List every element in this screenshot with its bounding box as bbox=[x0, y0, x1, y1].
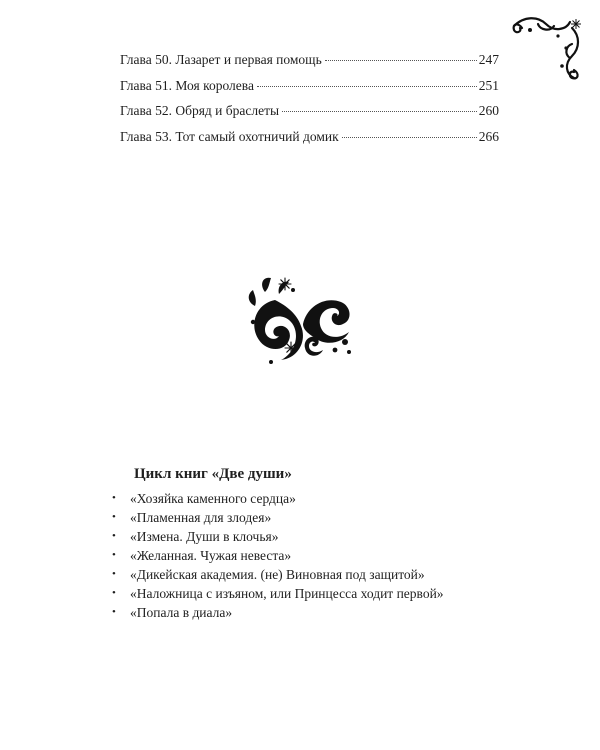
book-title: «Попала в диала» bbox=[130, 605, 233, 620]
book-series-section bbox=[112, 464, 512, 622]
table-of-contents bbox=[120, 47, 499, 149]
toc-entry[interactable] bbox=[120, 47, 499, 73]
toc-entry[interactable] bbox=[120, 124, 499, 150]
book-list-item bbox=[112, 546, 512, 565]
book-title: «Измена. Души в клочья» bbox=[130, 529, 279, 544]
bullet-icon: • bbox=[112, 511, 116, 523]
corner-swirl-ornament-icon bbox=[510, 14, 586, 82]
book-title: «Дикейская академия. (не) Виновная под защитой» bbox=[130, 567, 425, 582]
toc-leader-dots bbox=[325, 60, 477, 61]
book-list-item bbox=[112, 603, 512, 622]
book-list bbox=[112, 489, 512, 622]
book-title: «Пламенная для злодея» bbox=[130, 510, 272, 525]
book-title: «Желанная. Чужая невеста» bbox=[130, 548, 292, 563]
toc-entry-title: Глава 52. Обряд и браслеты bbox=[120, 103, 280, 118]
toc-entry[interactable] bbox=[120, 98, 499, 124]
toc-entry-title: Глава 51. Моя королева bbox=[120, 77, 254, 93]
toc-leader-dots bbox=[342, 137, 477, 138]
toc-entry-title: Глава 53. Тот самый охотничий домик bbox=[120, 128, 339, 144]
toc-entry-page: 260 bbox=[478, 103, 499, 118]
bullet-icon: • bbox=[112, 492, 116, 504]
book-title: «Наложница с изъяном, или Принцесса ходит первой» bbox=[130, 586, 444, 601]
series-title: Цикл книг «Две души» bbox=[134, 466, 292, 482]
toc-entry[interactable] bbox=[120, 73, 499, 99]
book-list-item bbox=[112, 584, 512, 603]
toc-entry-page: 247 bbox=[478, 52, 499, 67]
bullet-icon: • bbox=[112, 549, 116, 561]
swirl-snowflake-ornament-icon bbox=[245, 270, 357, 370]
bullet-icon: • bbox=[112, 587, 116, 599]
book-list-item bbox=[112, 508, 512, 527]
toc-entry-page: 251 bbox=[478, 77, 499, 93]
toc-leader-dots bbox=[282, 111, 477, 112]
toc-leader-dots bbox=[257, 86, 477, 87]
bullet-icon: • bbox=[112, 530, 116, 542]
book-list-item bbox=[112, 527, 512, 546]
toc-entry-title: Глава 50. Лазарет и первая помощь bbox=[120, 52, 322, 67]
book-title: «Хозяйка каменного сердца» bbox=[130, 491, 296, 506]
bullet-icon: • bbox=[112, 568, 116, 580]
toc-entry-page: 266 bbox=[478, 128, 499, 144]
book-list-item bbox=[112, 565, 512, 584]
book-list-item bbox=[112, 489, 512, 508]
bullet-icon: • bbox=[112, 606, 116, 618]
